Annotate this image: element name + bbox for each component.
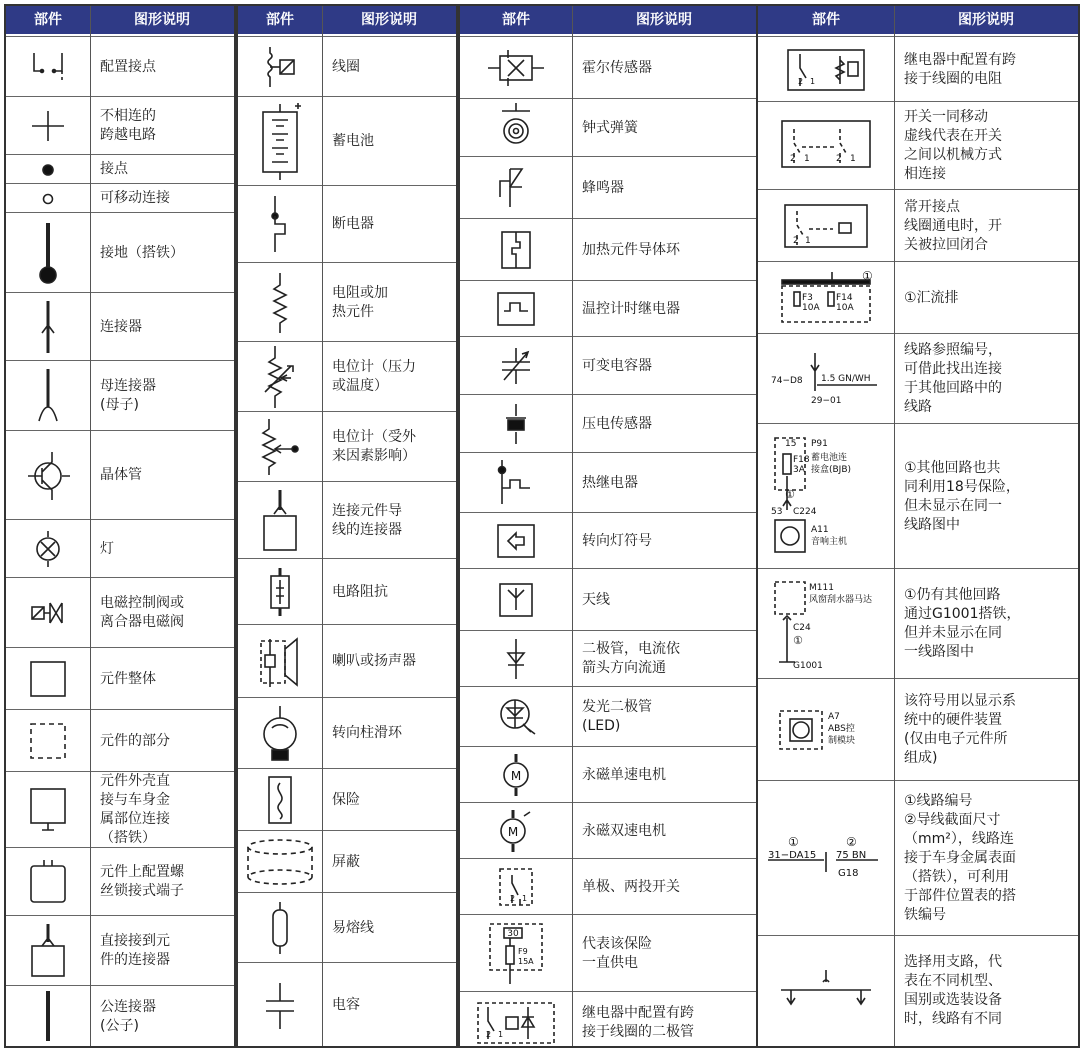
symbol-description: ①线路编号 ②导线截面尺寸 （mm²），线路连 接于车身金属表面 （搭铁），可利用 于部件位置表的搭 铁编号	[904, 793, 1016, 923]
svg-text:A11: A11	[811, 524, 829, 535]
symbol-description: 发光二极管 (LED)	[582, 699, 652, 734]
table-row	[238, 558, 456, 625]
svg-text:M: M	[507, 825, 519, 839]
symbol-description: 转向灯符号	[582, 532, 652, 549]
symbol-description: 电容	[332, 997, 360, 1013]
svg-text:2: 2	[836, 154, 842, 164]
table-row	[6, 519, 234, 578]
symbol-description: 代表该保险 一直供电	[582, 935, 652, 971]
transistor-icon	[6, 431, 90, 520]
table-row	[238, 624, 456, 698]
svg-text:M: M	[510, 769, 522, 783]
svg-text:风窗刮水器马达: 风窗刮水器马达	[809, 595, 873, 605]
no-contact-icon	[758, 190, 894, 262]
table-row	[460, 914, 756, 992]
symbol-description: 开关一同移动 虚线代表在开关 之间以机械方式 相连接	[904, 109, 1002, 182]
column-divider	[90, 6, 91, 1046]
turn-signal-icon	[460, 513, 572, 569]
svg-text:15A: 15A	[518, 956, 534, 966]
table-row	[6, 430, 234, 520]
svg-text:29−01: 29−01	[811, 396, 842, 406]
table-row	[460, 858, 756, 915]
diode-icon	[460, 631, 572, 687]
symbol-description: 继电器中配置有跨 接于线圈的电阻	[904, 51, 1016, 87]
svg-text:15: 15	[785, 438, 797, 449]
symbol-description: 晶体管	[100, 467, 142, 483]
case-grounded-icon	[6, 772, 90, 848]
shield-icon	[238, 831, 322, 893]
table-row	[758, 780, 1078, 936]
svg-text:31−DA15: 31−DA15	[768, 849, 817, 861]
table-header	[460, 6, 756, 34]
header-description: 图形说明	[958, 12, 1014, 28]
symbol-description: 可变电容器	[582, 357, 652, 374]
fusible-link-icon	[238, 893, 322, 963]
lamp-icon	[6, 520, 90, 578]
table-row	[758, 333, 1078, 424]
symbol-table-panel	[236, 4, 458, 1048]
svg-text:①: ①	[793, 634, 803, 647]
symbol-description: 公连接器 (公子)	[100, 999, 156, 1034]
symbol-description: 蓄电池	[332, 133, 374, 149]
symbol-description: 电路阻抗	[332, 583, 388, 600]
svg-text:A7: A7	[828, 712, 840, 722]
svg-text:74−D8: 74−D8	[771, 376, 803, 386]
table-row	[238, 411, 456, 482]
symbol-description: 喇叭或扬声器	[332, 653, 416, 669]
header-description: 图形说明	[134, 12, 190, 28]
relay-diode-icon	[460, 992, 572, 1054]
svg-text:1.5 GN/WH: 1.5 GN/WH	[821, 374, 871, 384]
table-row	[238, 262, 456, 342]
symbol-description: 线路参照编号， 可借此找出连接 于其他回路中的 线路	[904, 342, 1002, 415]
symbol-description: 元件的部分	[100, 732, 170, 749]
table-row	[6, 647, 234, 710]
svg-text:②: ②	[846, 834, 857, 849]
svg-text:1: 1	[522, 894, 528, 903]
table-row	[758, 423, 1078, 569]
svg-text:1: 1	[805, 236, 811, 246]
table-row	[238, 830, 456, 893]
symbol-description: 连接元件导 线的连接器	[332, 502, 402, 538]
thermal-relay-icon	[460, 453, 572, 513]
table-row	[238, 697, 456, 769]
table-row	[6, 183, 234, 213]
symbol-description: 接地（搭铁）	[100, 244, 184, 261]
heating-ring-icon	[460, 219, 572, 281]
motor-single-icon	[460, 747, 572, 803]
hardware-device-icon	[758, 679, 894, 781]
table-row	[460, 991, 756, 1054]
svg-text:G1001: G1001	[793, 661, 823, 671]
table-row	[238, 341, 456, 412]
svg-text:制模块: 制模块	[828, 736, 856, 746]
lead-connector-icon	[238, 482, 322, 559]
table-row	[460, 568, 756, 631]
svg-text:1: 1	[498, 1030, 504, 1039]
table-header	[238, 6, 456, 34]
symbol-description: 单极、两投开关	[582, 878, 680, 895]
table-row	[460, 336, 756, 395]
table-row	[758, 935, 1078, 1046]
symbol-description: 直接接到元 件的连接器	[100, 933, 170, 968]
svg-text:C224: C224	[793, 506, 817, 517]
svg-text:①: ①	[788, 834, 799, 849]
potentiometer-icon	[238, 342, 322, 412]
symbol-description: 转向柱滑环	[332, 725, 402, 741]
symbol-table-panel	[4, 4, 236, 1048]
header-part: 部件	[812, 12, 840, 28]
table-row	[460, 512, 756, 569]
table-row	[238, 481, 456, 559]
symbol-description: ①其他回路也共 同利用18号保险， 但未显示在同一 线路图中	[904, 459, 1020, 533]
symbol-description: 易熔线	[332, 919, 374, 936]
table-row	[6, 577, 234, 648]
ganged-switch-icon	[758, 102, 894, 190]
led-icon	[460, 687, 572, 747]
hall-sensor-icon	[460, 37, 572, 99]
symbol-table-panel	[756, 4, 1080, 1048]
table-row	[460, 686, 756, 747]
symbol-description: 连接器	[100, 318, 142, 335]
component-part-icon	[6, 710, 90, 772]
symbol-description: 霍尔传感器	[582, 59, 652, 76]
symbol-description: 电磁控制阀或 离合器电磁阀	[100, 595, 184, 630]
table-row	[460, 394, 756, 453]
symbol-description: 电位计（压力 或温度）	[332, 359, 416, 394]
table-row	[460, 746, 756, 803]
table-row	[460, 36, 756, 99]
symbol-description: ①仍有其他回路 通过G1001搭铁， 但并未显示在同 一线路图中	[904, 587, 1021, 660]
table-row	[238, 96, 456, 186]
symbol-description: 断电器	[332, 216, 374, 232]
symbol-table-panel	[458, 4, 758, 1048]
clockspring-icon	[238, 698, 322, 769]
table-row	[460, 156, 756, 219]
symbol-description: 永磁单速电机	[582, 766, 666, 783]
direct-connector-icon	[6, 916, 90, 986]
table-row	[238, 962, 456, 1048]
symbol-description: 屏蔽	[332, 853, 360, 870]
symbol-description: 电阻或加 热元件	[332, 284, 388, 320]
symbol-description: 选择用支路，代 表在不同机型、 国别或选装设备 时，线路有不同	[904, 954, 1002, 1027]
female-connector-icon	[6, 361, 90, 431]
connector-icon	[6, 293, 90, 361]
crossing-lines-icon	[6, 97, 90, 155]
svg-text:F18: F18	[793, 454, 810, 465]
table-row	[238, 768, 456, 831]
svg-text:F9: F9	[518, 946, 528, 956]
svg-text:F3: F3	[802, 293, 813, 303]
table-row	[6, 847, 234, 916]
table-row	[460, 98, 756, 157]
symbol-description: 电位计（受外 来因素影响）	[332, 429, 416, 464]
svg-text:75 BN: 75 BN	[836, 849, 867, 861]
piezo-sensor-icon	[460, 395, 572, 453]
table-row	[6, 709, 234, 772]
svg-text:C24: C24	[793, 623, 811, 633]
table-row	[460, 218, 756, 281]
svg-text:2: 2	[793, 236, 799, 246]
table-row	[6, 36, 234, 97]
symbol-description: 蜂鸣器	[582, 179, 624, 196]
table-row	[6, 212, 234, 293]
variable-capacitor-icon	[460, 337, 572, 395]
svg-text:2: 2	[486, 1030, 492, 1039]
symbol-description: 该符号用以显示系 统中的硬件装置 (仅由电子元件所 组成)	[904, 693, 1016, 766]
svg-text:2: 2	[798, 76, 804, 86]
table-row	[460, 280, 756, 337]
relay-resistor-icon	[758, 37, 894, 102]
component-whole-icon	[6, 648, 90, 710]
spdt-switch-icon	[460, 859, 572, 915]
header-description: 图形说明	[361, 12, 417, 28]
table-row	[6, 915, 234, 986]
svg-text:2: 2	[790, 154, 796, 164]
symbol-description: 压电传感器	[582, 415, 652, 432]
table-row	[238, 36, 456, 97]
contact-config-icon	[6, 37, 90, 97]
symbol-description: 接点	[100, 161, 128, 177]
table-header	[6, 6, 234, 34]
speaker-icon	[238, 625, 322, 698]
circuit-impedance-icon	[238, 559, 322, 625]
svg-text:蓄电池连: 蓄电池连	[811, 452, 848, 463]
table-row	[758, 261, 1078, 334]
table-row	[238, 185, 456, 263]
thermal-timer-icon	[460, 281, 572, 337]
symbol-description: 元件外壳直 接与车身金 属部位连接 （搭铁）	[100, 773, 170, 846]
svg-text:1: 1	[804, 154, 810, 164]
symbol-description: 二极管，电流依 箭头方向流通	[582, 641, 680, 676]
svg-text:①: ①	[785, 487, 795, 501]
table-row	[758, 678, 1078, 781]
table-row	[6, 360, 234, 431]
option-branch-icon	[758, 936, 894, 1046]
table-row	[758, 568, 1078, 679]
symbol-description: 可移动连接	[100, 190, 170, 206]
resistor-icon	[238, 263, 322, 342]
column-divider	[322, 6, 323, 1046]
svg-text:10A: 10A	[802, 303, 820, 313]
capacitor-icon	[238, 963, 322, 1048]
svg-text:M111: M111	[809, 583, 834, 593]
symbol-description: 温控计时继电器	[582, 300, 680, 317]
shared-ground-icon	[758, 569, 894, 679]
motor-dual-icon	[460, 803, 572, 859]
symbol-description: 常开接点 线圈通电时，开 关被拉回闭合	[904, 198, 1002, 253]
symbol-description: 继电器中配置有跨 接于线圈的二极管	[582, 1005, 694, 1040]
svg-text:1: 1	[810, 76, 816, 86]
header-part: 部件	[34, 12, 62, 28]
svg-text:30: 30	[507, 928, 519, 939]
svg-text:10A: 10A	[836, 303, 854, 313]
symbol-description: 不相连的 跨越电路	[100, 108, 156, 143]
battery-icon	[238, 97, 322, 186]
table-row	[758, 189, 1078, 262]
table-row	[6, 96, 234, 155]
column-divider	[572, 6, 573, 1046]
symbol-description: 元件上配置螺 丝锁接式端子	[100, 864, 184, 899]
table-header	[758, 6, 1078, 34]
movable-connection-icon	[6, 184, 90, 213]
svg-text:ABS控: ABS控	[828, 724, 855, 734]
table-row	[460, 630, 756, 687]
header-description: 图形说明	[636, 12, 692, 28]
ground-icon	[6, 213, 90, 293]
symbol-description: 元件整体	[100, 670, 156, 687]
column-divider	[894, 6, 895, 1046]
svg-text:3A: 3A	[793, 464, 805, 475]
table-row	[6, 154, 234, 184]
wire-number-icon	[758, 781, 894, 936]
table-row	[460, 452, 756, 513]
table-row	[238, 892, 456, 963]
svg-text:G18: G18	[838, 867, 859, 879]
symbol-description: 保险	[332, 791, 360, 808]
symbol-description: 钟式弹簧	[582, 119, 638, 136]
bus-bar-icon	[758, 262, 894, 334]
male-connector-icon	[6, 986, 90, 1048]
svg-text:1: 1	[850, 154, 856, 164]
symbol-description: 配置接点	[100, 58, 156, 75]
screw-terminal-icon	[6, 848, 90, 916]
symbol-description: 母连接器 (母子)	[100, 378, 156, 413]
svg-text:音响主机: 音响主机	[811, 536, 848, 547]
table-row	[460, 802, 756, 859]
svg-text:2: 2	[510, 894, 516, 903]
svg-text:P91: P91	[811, 438, 828, 449]
fuse-hot-icon	[460, 915, 572, 992]
shared-fuse-icon	[758, 424, 894, 569]
header-part: 部件	[502, 12, 530, 28]
header-part: 部件	[266, 12, 294, 28]
symbol-description: 永磁双速电机	[582, 822, 666, 839]
fuse-icon	[238, 769, 322, 831]
coil-icon	[238, 37, 322, 97]
svg-text:接盒(BJB): 接盒(BJB)	[811, 464, 852, 475]
circuit-breaker-icon	[238, 186, 322, 263]
table-row	[758, 101, 1078, 190]
symbol-description: 线圈	[332, 58, 360, 75]
junction-dot-icon	[6, 155, 90, 184]
symbol-description: ①汇流排	[904, 289, 959, 306]
buzzer-icon	[460, 157, 572, 219]
svg-text:①: ①	[862, 269, 873, 283]
svg-text:F14: F14	[836, 293, 853, 303]
solenoid-valve-icon	[6, 578, 90, 648]
clock-spring-icon	[460, 99, 572, 157]
symbol-description: 热继电器	[582, 474, 638, 491]
table-row	[6, 771, 234, 848]
symbol-description: 天线	[582, 591, 610, 608]
table-row	[6, 985, 234, 1048]
symbol-description: 灯	[100, 540, 114, 557]
antenna-icon	[460, 569, 572, 631]
symbol-description: 加热元件导体环	[582, 241, 680, 258]
table-row	[6, 292, 234, 361]
circuit-ref-icon	[758, 334, 894, 424]
table-row	[758, 36, 1078, 102]
external-pot-icon	[238, 412, 322, 482]
svg-text:53: 53	[771, 506, 783, 517]
